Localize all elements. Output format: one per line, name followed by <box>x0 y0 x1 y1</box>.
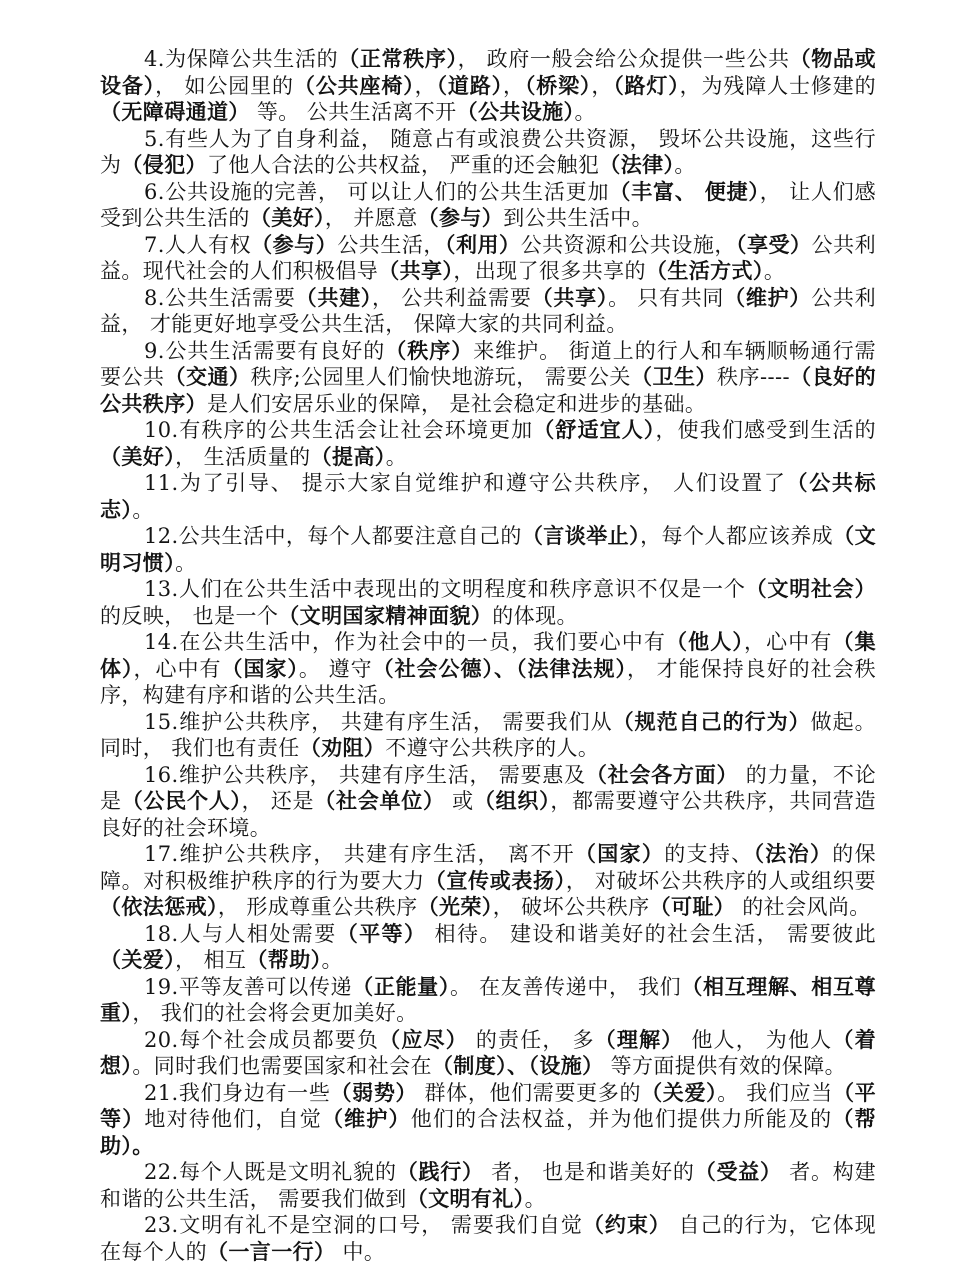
answer-keyword: （维护） <box>724 285 812 310</box>
item-text: 14.在公共生活中，作为社会中的一员，我们要心中有 <box>144 630 666 654</box>
answer-keyword: （文明国家精神面貌） <box>278 603 493 628</box>
item-text: 8.公共生活需要 <box>144 285 296 310</box>
answer-keyword: （美好） <box>100 444 176 469</box>
item-text: 公共利益。现代社会的人们积极倡导 <box>100 232 877 283</box>
answer-keyword: （约束） <box>582 1213 671 1237</box>
item-text: 的反映， 也是一个 <box>100 603 279 628</box>
item-text: 到公共生活中。 <box>503 206 654 230</box>
answer-keyword: （受益） <box>694 1160 782 1184</box>
answer-keyword: （公民个人） <box>121 789 242 813</box>
item-text: ， 相互 <box>175 948 247 972</box>
item-text: 自己的行为，它体现在每个人的 <box>100 1213 876 1264</box>
item-text: ， 才能保持良好的社会秩序，构建有序和谐的公共生活。 <box>100 656 876 707</box>
item-text: 公共资源和公共设施， <box>520 232 736 257</box>
answer-keyword: （平等） <box>336 921 427 946</box>
item-text: 6.公共设施的完善， 可以让人们的公共生活更加 <box>144 179 610 204</box>
item-list <box>100 46 876 1265</box>
list-item <box>100 709 876 762</box>
answer-keyword: （舒适宜人） <box>533 418 656 442</box>
list-item <box>100 1212 876 1265</box>
list-item <box>100 126 876 179</box>
item-text: 者， 也是和谐美好的 <box>483 1160 695 1184</box>
item-text: 13.人们在公共生活中表现出的文明程度和秩序意识不仅是一个 <box>144 577 746 601</box>
item-text: 。 <box>524 1186 546 1211</box>
answer-keyword: （帮助）。 <box>100 1107 876 1158</box>
item-text: ， <box>591 73 614 98</box>
item-text: 的责任， 多 <box>467 1027 595 1052</box>
answer-keyword: （组织） <box>473 789 551 813</box>
item-text: ，每个人都应该养成 <box>640 524 834 548</box>
item-text: 。 我们应当 <box>717 1080 833 1105</box>
answer-keyword: （提高） <box>310 444 386 469</box>
item-text: 相待。 建设和谐美好的社会生活， 需要彼此 <box>426 921 876 946</box>
item-text: 22.每个人既是文明礼貌的 <box>144 1160 397 1184</box>
answer-keyword: （公共标志） <box>100 471 876 522</box>
item-text: 17.维护公共秩序， 共建有序生活， 离不开 <box>144 842 575 866</box>
list-item <box>100 841 876 921</box>
answer-keyword: （社会公德）、（法律法规） <box>372 656 627 681</box>
answer-keyword: （法治） <box>753 842 833 866</box>
item-text: ， 我们的社会将会更加美好。 <box>132 1001 418 1025</box>
answer-keyword: （秩序） <box>385 338 474 363</box>
item-text: ， 让人们感受到公共生活的 <box>100 179 876 230</box>
answer-keyword: （正能量） <box>352 974 450 999</box>
item-text: 做起。 同时， 我们也有责任 <box>100 709 876 760</box>
item-text: 不遵守公共秩序的人。 <box>385 736 600 760</box>
answer-keyword: （他人） <box>665 630 744 654</box>
answer-keyword: （美好） <box>249 206 325 230</box>
answer-keyword: （社会单位） <box>314 789 445 813</box>
item-text: 。 在友善传递中， 我们 <box>450 974 682 999</box>
answer-keyword: （一言一行） <box>207 1239 336 1264</box>
item-text: 等。 公共生活离不开 <box>249 100 457 124</box>
list-item <box>100 974 876 1027</box>
item-text: 5.有些人为了自身利益， 随意占有或浪费公共资源， 毁坏公共设施，这些行为 <box>100 126 876 177</box>
list-item <box>100 1080 876 1160</box>
answer-keyword: （公共座椅） <box>293 73 415 98</box>
answer-keyword: （共享） <box>531 285 609 310</box>
answer-keyword: （光荣） <box>417 895 493 919</box>
answer-keyword: （帮助） <box>246 948 322 972</box>
item-text: ，心中有 <box>133 656 222 681</box>
list-item <box>100 285 876 338</box>
item-text: 公共利益， 才能更好地享受公共生活， 保障大家的共同利益。 <box>100 285 876 336</box>
item-text: 。同时我们也需要国家和社会在 <box>132 1054 432 1078</box>
answer-keyword: （国家） <box>574 842 665 866</box>
item-text: 4.为保障公共生活的 <box>144 47 339 71</box>
answer-keyword: （维护） <box>321 1107 411 1131</box>
answer-keyword: （理解） <box>594 1027 684 1052</box>
item-text: ， 公共利益需要 <box>372 285 532 310</box>
answer-keyword: （劝阻） <box>299 736 386 760</box>
answer-keyword: （参与） <box>417 206 504 230</box>
item-text: 的支持、 <box>664 842 754 866</box>
answer-keyword: （良好的公共秩序） <box>100 365 876 416</box>
item-text: 他人， 为他人 <box>683 1027 833 1052</box>
answer-keyword: （关爱） <box>641 1080 718 1105</box>
item-text: 11.为了引导、 提示大家自觉维护和遵守公共秩序， 人们设置了 <box>144 471 787 495</box>
item-text: ，心中有 <box>743 630 833 654</box>
answer-keyword: （文明有礼） <box>406 1186 525 1211</box>
answer-keyword: （生活方式） <box>645 259 764 283</box>
list-item <box>100 46 876 126</box>
answer-keyword: （法律） <box>599 153 675 177</box>
answer-keyword: （无障碍通道） <box>100 100 250 124</box>
item-text: 秩序---- <box>716 365 790 389</box>
answer-keyword: （应尽） <box>379 1027 468 1052</box>
answer-keyword: （可耻） <box>649 895 736 919</box>
list-item <box>100 1027 876 1080</box>
item-text: ， 形成尊重公共秩序 <box>217 895 418 919</box>
item-text: 21.我们身边有一些 <box>144 1080 331 1105</box>
answer-keyword: （共享） <box>378 259 454 283</box>
item-text: 中。 <box>335 1239 386 1264</box>
answer-keyword: （卫生） <box>630 365 717 389</box>
item-text: 。 <box>385 444 408 469</box>
item-text: 。 <box>674 153 696 177</box>
answer-keyword: （公共设施） <box>456 100 575 124</box>
answer-keyword: （利用） <box>444 232 521 257</box>
answer-keyword: （物品或设备） <box>100 47 876 98</box>
item-text: ，使我们感受到生活的 <box>655 418 876 442</box>
item-text: ， <box>502 73 525 98</box>
item-text: 者。构建和谐的公共生活， 需要我们做到 <box>100 1160 876 1211</box>
answer-keyword: （集体） <box>100 630 876 681</box>
answer-keyword: （桥梁） <box>524 73 592 98</box>
item-text: 。 <box>574 100 596 124</box>
item-text: 地对待他们，自觉 <box>144 1107 322 1131</box>
answer-keyword: （相互理解、相互尊重） <box>100 974 877 1025</box>
item-text: ， <box>414 73 437 98</box>
answer-keyword: （宣传或表扬） <box>424 868 566 893</box>
answer-keyword: （着想） <box>100 1027 876 1078</box>
item-text: 19.平等友善可以传递 <box>144 974 353 999</box>
list-item <box>100 470 876 523</box>
item-text: 10.有秩序的公共生活会让社会环境更加 <box>144 418 534 442</box>
list-item <box>100 179 876 232</box>
item-text: 来维护。 街道上的行人和车辆顺畅通行需要公共 <box>100 338 876 389</box>
list-item <box>100 232 876 285</box>
item-text: 18.人与人相处需要 <box>144 921 337 946</box>
item-text: 16.维护公共秩序， 共建有序生活， 需要惠及 <box>144 762 586 787</box>
item-text: ， 并愿意 <box>324 206 418 230</box>
item-text: ，为残障人士修建的 <box>679 73 877 98</box>
answer-keyword: （国家） <box>221 656 299 681</box>
answer-keyword: （社会各方面） <box>585 762 739 787</box>
answer-keyword: （平等） <box>100 1080 876 1131</box>
list-item <box>100 629 876 709</box>
item-text: ， 还是 <box>241 789 315 813</box>
item-text: 了他人合法的公共权益， 严重的还会触犯 <box>207 153 600 177</box>
item-text: 的力量，不论是 <box>100 762 876 813</box>
item-text: 他们的合法权益，并为他们提供力所能及的 <box>410 1107 833 1131</box>
answer-keyword: （共建） <box>295 285 373 310</box>
answer-keyword: （制度）、（设施） <box>431 1054 604 1078</box>
answer-keyword: （道路） <box>436 73 503 98</box>
list-item <box>100 576 876 629</box>
answer-keyword: （交通） <box>164 365 251 389</box>
answer-keyword: （文明社会） <box>745 577 876 601</box>
item-text: 的体现。 <box>492 603 578 628</box>
item-text: 。 <box>763 259 786 283</box>
item-text: 15.维护公共秩序， 共建有序生活， 需要我们从 <box>144 709 613 734</box>
answer-keyword: （正常秩序） <box>338 47 458 71</box>
item-text: ，都需要遵守公共秩序，共同营造良好的社会环境。 <box>100 789 877 840</box>
item-text: 9.公共生活需要有良好的 <box>144 338 386 363</box>
list-item <box>100 762 876 842</box>
list-item <box>100 1159 876 1212</box>
list-item <box>100 921 876 974</box>
list-item <box>100 523 876 576</box>
answer-keyword: （丰富、 便捷） <box>609 179 760 204</box>
item-text: 23.文明有礼不是空洞的口号， 需要我们自觉 <box>144 1213 583 1237</box>
item-text: 公共生活， <box>337 232 445 257</box>
answer-keyword: （路灯） <box>613 73 680 98</box>
item-text: 。 <box>321 948 343 972</box>
item-text: 群体，他们需要更多的 <box>417 1080 642 1105</box>
item-text: 秩序;公园里人们愉快地游玩， 需要公关 <box>250 365 631 389</box>
item-text: ， 破坏公共秩序 <box>492 895 650 919</box>
item-text: 。 只有共同 <box>608 285 725 310</box>
item-text: ，出现了很多共享的 <box>453 259 646 283</box>
item-text: 是人们安居乐业的保障， 是社会稳定和进步的基础。 <box>207 391 707 416</box>
item-text: 12.公共生活中，每个人都要注意自己的 <box>144 524 522 548</box>
answer-keyword: （践行） <box>396 1160 484 1184</box>
answer-keyword: （参与） <box>251 232 338 257</box>
list-item <box>100 417 876 470</box>
item-text: 。 遵守 <box>298 656 373 681</box>
item-text: 20.每个社会成员都要负 <box>144 1027 380 1052</box>
item-text: ， 生活质量的 <box>175 444 311 469</box>
answer-keyword: （弱势） <box>330 1080 418 1105</box>
answer-keyword: （侵犯） <box>121 153 208 177</box>
item-text: ， 如公园里的 <box>155 73 294 98</box>
answer-keyword: （享受） <box>735 232 812 257</box>
item-text: 的保障。对积极维护秩序的行为要大力 <box>100 842 876 893</box>
item-text: 等方面提供有效的保障。 <box>603 1054 847 1078</box>
item-text: 。 <box>132 497 154 522</box>
item-text: 或 <box>444 789 474 813</box>
item-text: 的社会风尚。 <box>735 895 871 919</box>
answer-keyword: （规范自己的行为） <box>612 709 811 734</box>
answer-keyword: （言谈举止） <box>521 524 641 548</box>
item-text: ， 政府一般会给公众提供一些公共 <box>457 47 790 71</box>
answer-keyword: （关爱） <box>100 948 176 972</box>
item-text: ， 对破坏公共秩序的人或组织要 <box>565 868 876 893</box>
answer-keyword: （依法惩戒） <box>100 895 218 919</box>
item-text: 7.人人有权 <box>144 232 252 257</box>
item-text: 。 <box>175 550 197 575</box>
answer-keyword: （文明习惯） <box>100 524 876 575</box>
list-item <box>100 338 876 418</box>
